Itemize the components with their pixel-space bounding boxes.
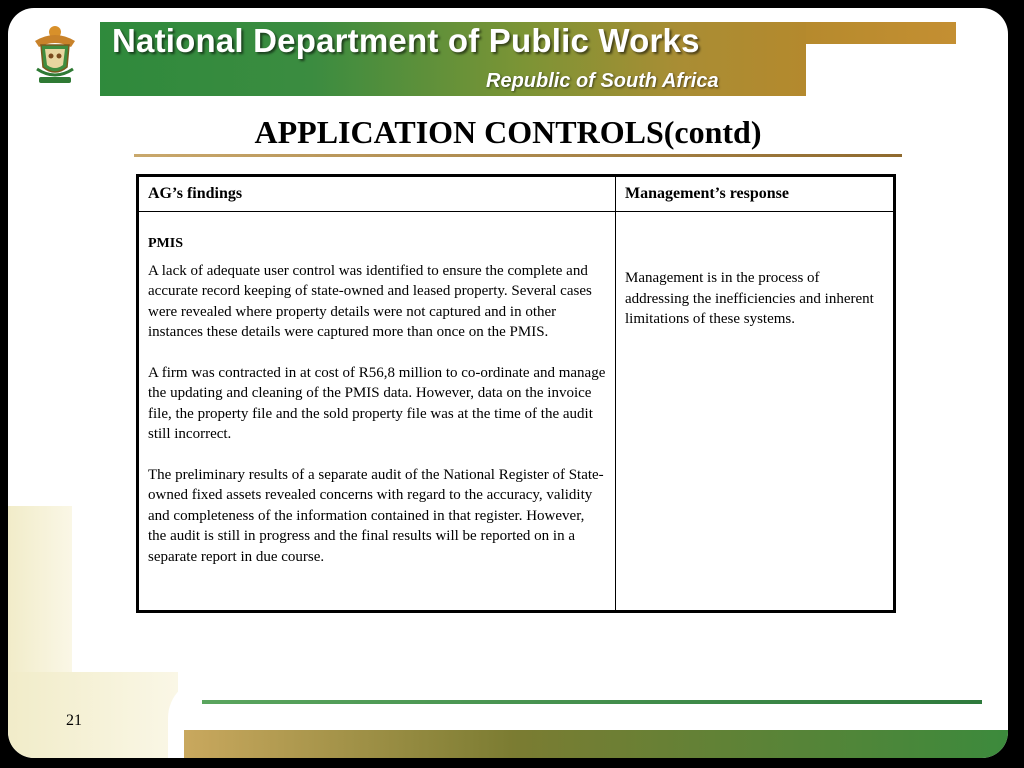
finding-paragraph: A firm was contracted in at cost of R56,8 million to co-ordinate and manage the updating and cleaning of the PMIS data. However, data on the invoice file, the property file and the sold property file was at the time of the audit still incorrect. [148, 364, 606, 442]
footer-rule [202, 700, 982, 704]
findings-table [136, 174, 896, 613]
decor-cream-bottom [8, 672, 178, 758]
table-header-row [138, 176, 895, 212]
header-accent [806, 22, 956, 44]
header-ag-findings: AG’s findings [138, 176, 616, 212]
finding-paragraph: The preliminary results of a separate audit of the National Register of State-owned fixed assets revealed concerns with regard to the accuracy, validity and completeness of the information contained in that register. However, the audit is still in progress and the final results will be reported on in a separate report in due course. [148, 466, 604, 565]
coat-of-arms-icon [27, 23, 83, 89]
header-management-response: Management’s response [616, 176, 895, 212]
table-row [138, 212, 895, 612]
logo-circle [14, 14, 96, 98]
slide [8, 8, 1008, 758]
decor-cream-left [8, 506, 72, 686]
footer-band [184, 730, 1008, 758]
slide-title: APPLICATION CONTROLS(contd) [254, 114, 762, 150]
findings-cell [138, 212, 616, 612]
response-cell [616, 212, 895, 612]
response-text: Management is in the process of addressing the inefficiencies and inherent limitations of these systems. [625, 270, 874, 327]
header-subtitle: Republic of South Africa [486, 70, 719, 92]
finding-paragraph: A lack of adequate user control was identified to ensure the complete and accurate record keeping of state-owned and leased property. Several cases were revealed where property details were not captured and in other instances these details were captured more than once on the PMIS. [148, 262, 592, 340]
title-divider [134, 154, 902, 157]
pmis-heading: PMIS [148, 236, 183, 251]
header-title: National Department of Public Works [112, 22, 700, 59]
page-number: 21 [66, 712, 82, 729]
